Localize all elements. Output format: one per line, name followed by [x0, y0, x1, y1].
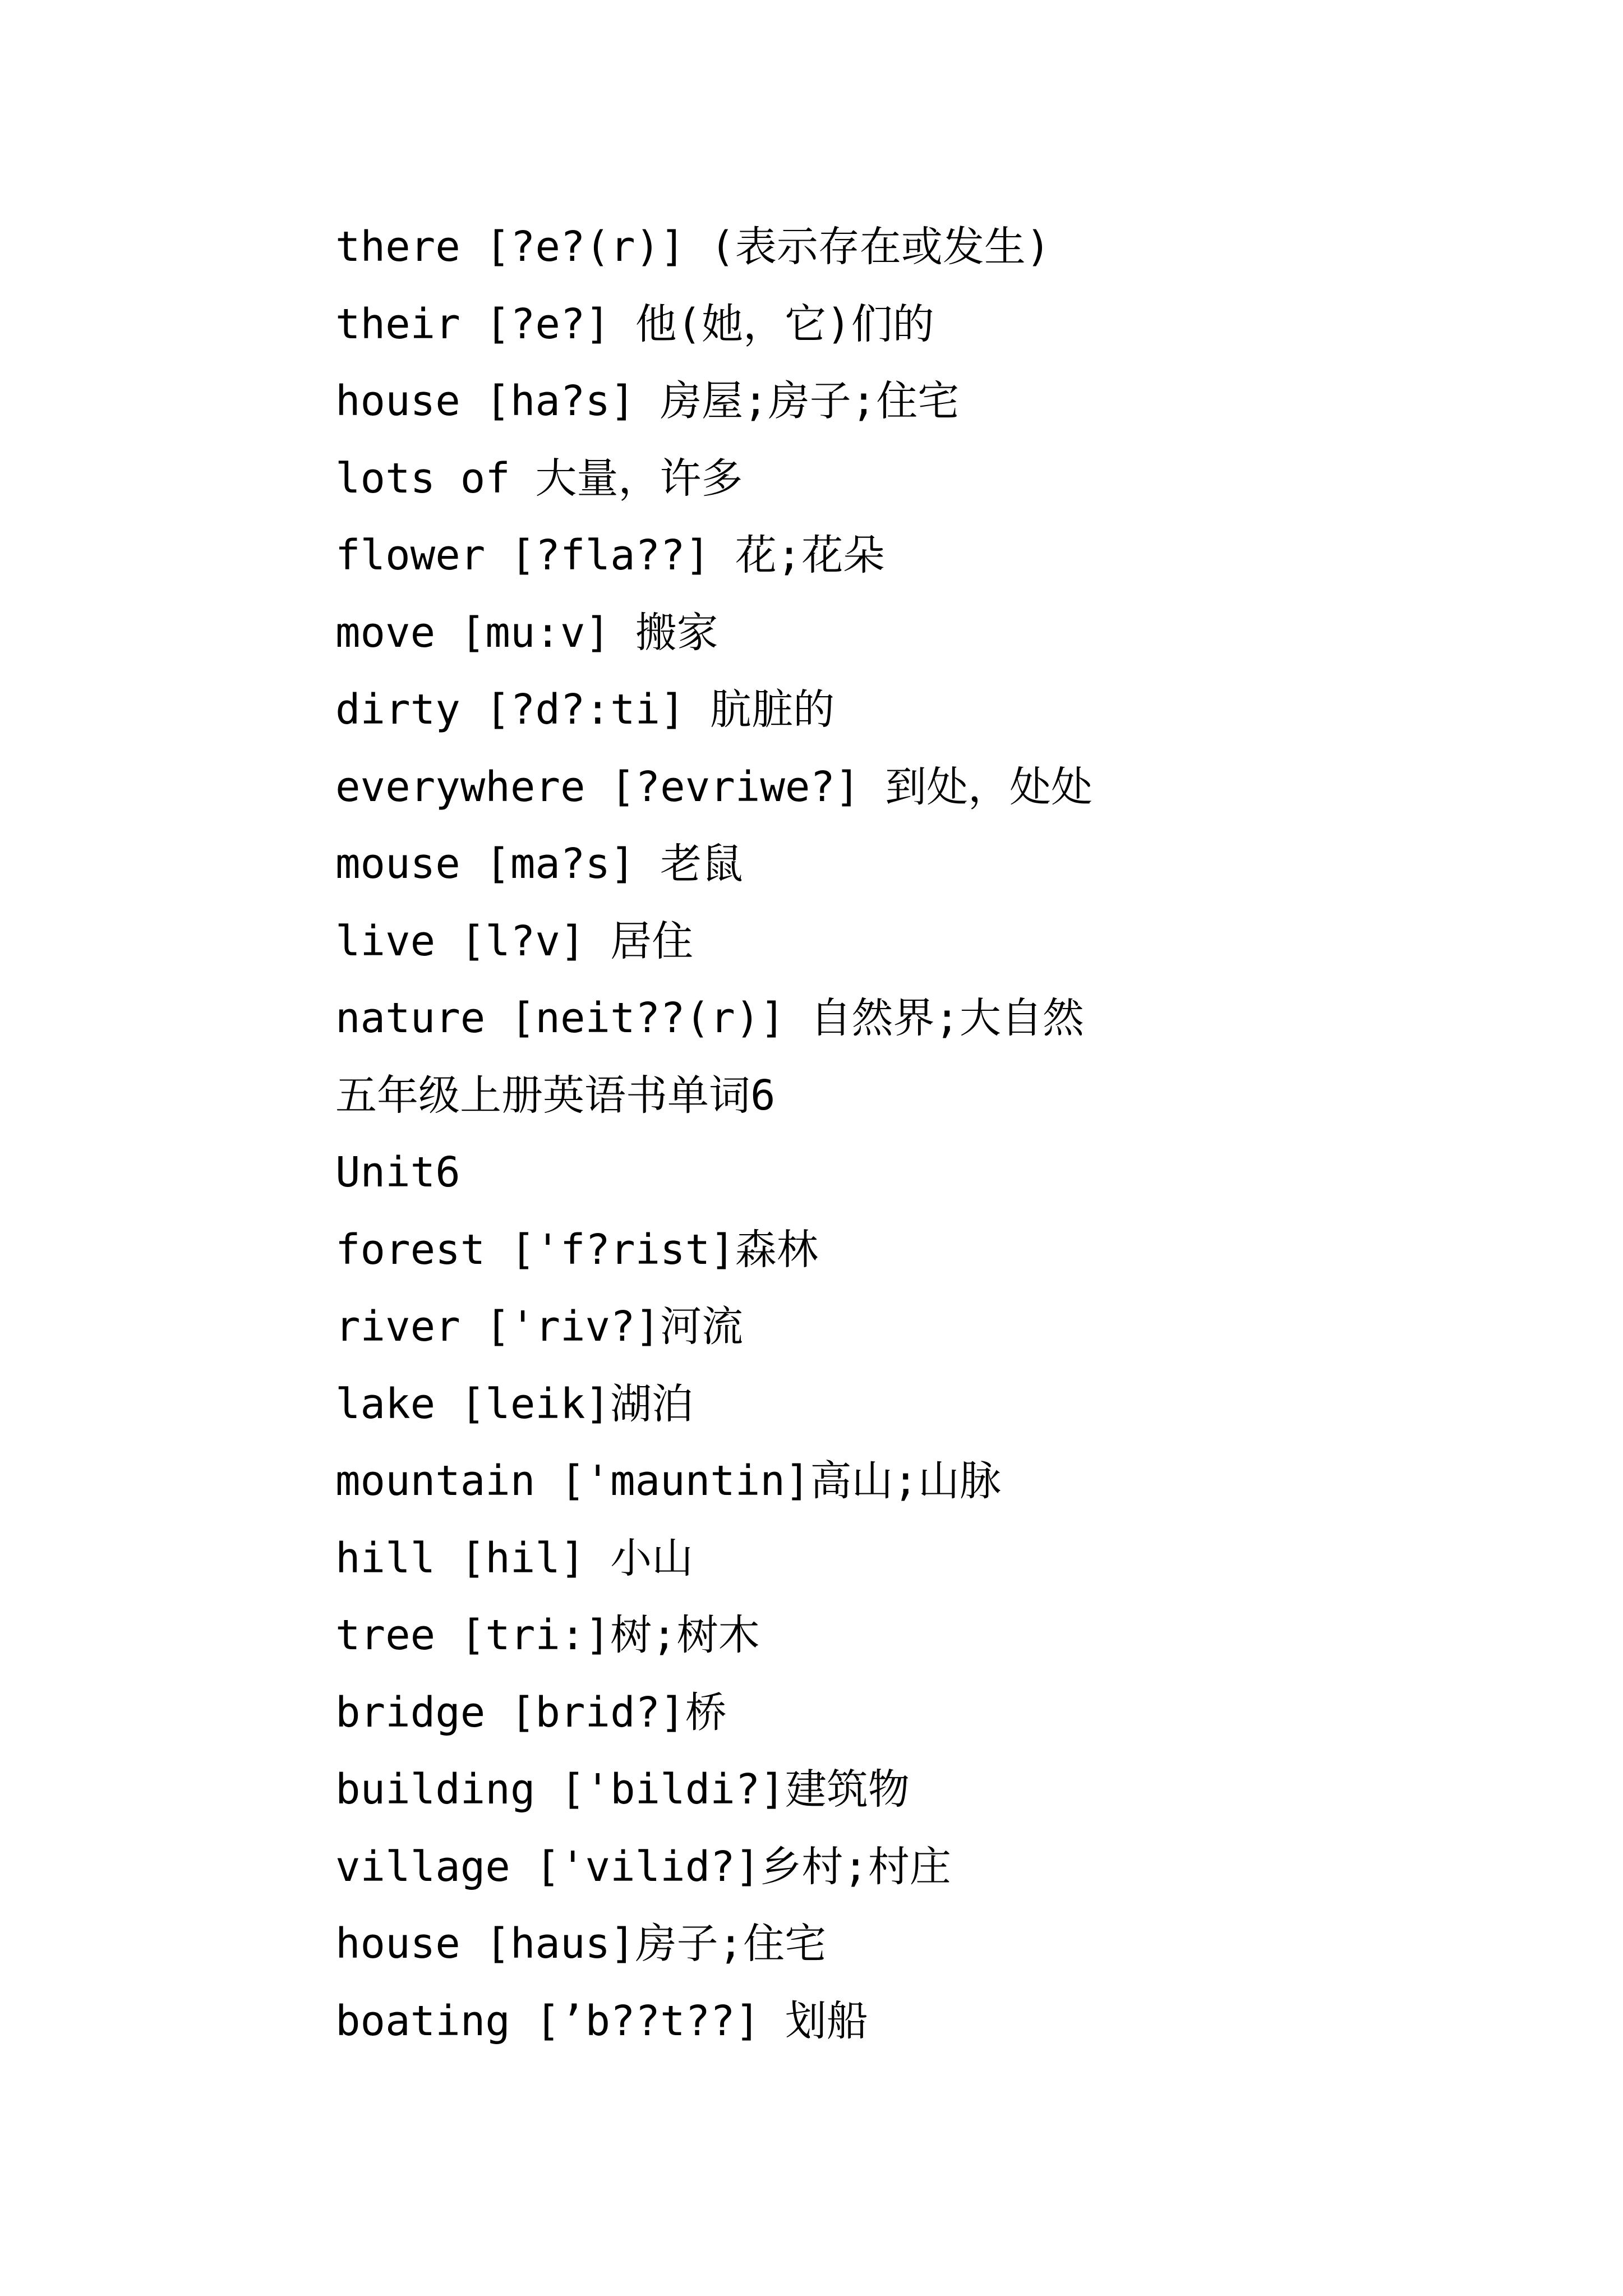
unit-heading: Unit6	[335, 1148, 460, 1197]
vocab-line: village ['vilid?]乡村;村庄	[335, 1842, 951, 1891]
vocab-line: live [l?v] 居住	[335, 917, 694, 965]
vocab-line: mouse [ma?s] 老鼠	[335, 840, 744, 888]
vocab-line: boating [’b??t??] 划船	[335, 1996, 868, 2045]
vocab-line: building ['bildi?]建筑物	[335, 1765, 910, 1814]
vocab-line: there [?e?(r)] (表示存在或发生)	[335, 223, 1051, 271]
vocab-line: lots of 大量，许多	[335, 454, 743, 503]
vocab-line: nature [neit??(r)] 自然界;大自然	[335, 994, 1085, 1042]
vocab-line: tree [tri:]树;树木	[335, 1611, 760, 1659]
vocab-line: hill [hil] 小山	[335, 1534, 694, 1582]
vocabulary-list	[335, 209, 1513, 2060]
section-heading: 五年级上册英语书单词6	[335, 1071, 776, 1120]
vocab-line: river ['riv?]河流	[335, 1303, 744, 1351]
vocab-line: everywhere [?evriwe?] 到处，处处	[335, 762, 1093, 811]
vocab-line: lake [leik]湖泊	[335, 1379, 694, 1428]
vocab-line: forest ['f?rist]森林	[335, 1225, 818, 1274]
vocab-line: house [haus]房子;住宅	[335, 1920, 827, 1968]
vocab-line: bridge [brid?]桥	[335, 1688, 727, 1737]
vocab-line: move [mu:v] 搬家	[335, 608, 718, 657]
vocab-line: flower [?fla??] 花;花朵	[335, 531, 885, 579]
vocab-line: dirty [?d?:ti] 肮脏的	[335, 685, 835, 734]
vocab-line: mountain ['mauntin]高山;山脉	[335, 1457, 1002, 1505]
vocab-line: house [ha?s] 房屋;房子;住宅	[335, 377, 960, 425]
vocab-line: their [?e?] 他(她，它)们的	[335, 300, 934, 348]
